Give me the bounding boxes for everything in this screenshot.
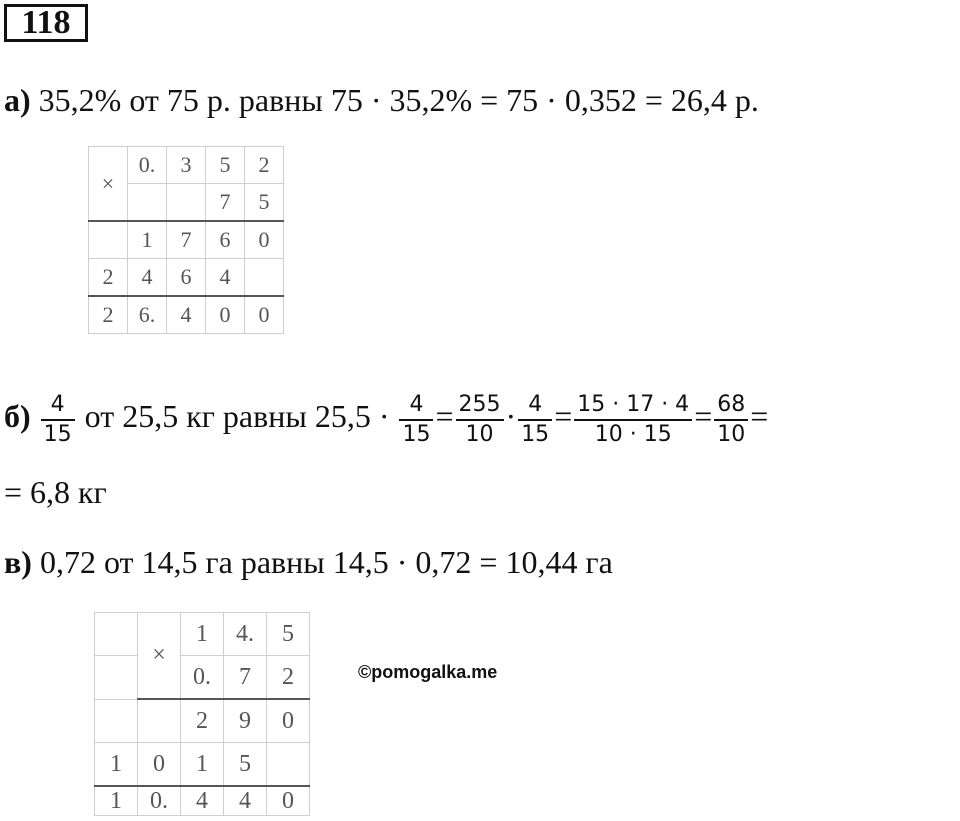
grid-cell: 1 [95, 786, 138, 816]
fraction: $\frac{4}{15}$ [41, 391, 75, 449]
grid-cell: 0. [138, 786, 181, 816]
fraction: $\frac{15 \cdot 17 \cdot 4}{10 \cdot 15}$ [574, 391, 692, 449]
grid-cell: 6. [128, 296, 167, 334]
grid-row [95, 613, 310, 656]
fraction: $\frac{4}{15}$ [399, 391, 433, 449]
part-c-label: в) [4, 544, 32, 580]
grid-cell: 0 [206, 296, 245, 334]
grid-cell: 3 [167, 147, 206, 184]
part-a-text: 35,2% от 75 р. равны 75 · 35,2% = 75 · 0,352 = 26,4 р. [38, 82, 759, 118]
grid-cell: 4 [128, 259, 167, 297]
part-b-result: = 6,8 кг [4, 474, 107, 510]
watermark: ©pomogalka.me [358, 662, 498, 682]
times-sign: × [138, 613, 181, 700]
grid-row [95, 656, 310, 700]
grid-cell [138, 699, 181, 743]
grid-cell: 4 [224, 786, 267, 816]
grid-cell: 1 [181, 613, 224, 656]
grid-cell: 9 [224, 699, 267, 743]
grid-cell: 1 [181, 743, 224, 787]
grid-row [95, 743, 310, 787]
grid-cell [95, 656, 138, 700]
grid-cell [128, 184, 167, 222]
grid-cell: 2 [245, 147, 284, 184]
fraction: $\frac{255}{10}$ [456, 391, 504, 449]
grid-cell: 5 [245, 184, 284, 222]
grid-cell: 4. [224, 613, 267, 656]
times-sign: × [89, 147, 128, 222]
grid-cell: 2 [181, 699, 224, 743]
part-c-line [4, 542, 613, 582]
fraction: $\frac{68}{10}$ [714, 391, 748, 449]
grid-cell: 6 [167, 259, 206, 297]
grid-row [95, 699, 310, 743]
grid-cell: 2 [267, 656, 310, 700]
problem-number: 118 [4, 4, 88, 42]
grid-cell: 0 [138, 743, 181, 787]
grid-cell: 7 [224, 656, 267, 700]
part-b-label: б) [4, 398, 31, 434]
grid-cell: 5 [224, 743, 267, 787]
grid-row [89, 296, 284, 334]
fraction: $\frac{4}{15}$ [518, 391, 552, 449]
grid-cell: 1 [128, 221, 167, 259]
grid-cell [95, 699, 138, 743]
grid-cell: 0 [267, 699, 310, 743]
part-c-text: 0,72 от 14,5 га равны 14,5 · 0,72 = 10,44 га [39, 544, 613, 580]
grid-cell: 4 [167, 296, 206, 334]
grid-cell: 6 [206, 221, 245, 259]
grid-cell: 1 [95, 743, 138, 787]
part-a-label: а) [4, 82, 31, 118]
part-b-text: от 25,5 кг равны 25,5 · [84, 398, 390, 434]
grid-row [89, 147, 284, 184]
grid-cell: 4 [181, 786, 224, 816]
grid-cell: 0 [245, 296, 284, 334]
grid-cell [95, 613, 138, 656]
multiplication-grid-a [88, 146, 284, 334]
grid-cell: 2 [89, 296, 128, 334]
grid-cell: 0. [128, 147, 167, 184]
grid-cell: 7 [206, 184, 245, 222]
multiplication-grid-c [94, 612, 310, 816]
grid-cell: 0 [267, 786, 310, 816]
grid-cell: 0. [181, 656, 224, 700]
part-a-line [4, 80, 759, 120]
grid-cell [89, 221, 128, 259]
grid-cell: 5 [267, 613, 310, 656]
grid-row [89, 221, 284, 259]
grid-cell [245, 259, 284, 297]
grid-cell: 0 [245, 221, 284, 259]
grid-cell: 7 [167, 221, 206, 259]
grid-cell [167, 184, 206, 222]
grid-row [89, 259, 284, 297]
grid-row [95, 786, 310, 816]
grid-cell: 4 [206, 259, 245, 297]
grid-cell: 2 [89, 259, 128, 297]
grid-cell: 5 [206, 147, 245, 184]
grid-cell [267, 743, 310, 787]
part-b-line: б) $\frac{4}{15}$ от 25,5 кг равны 25,5 · $\frac{4}{15}$ = $\frac{255}{10}$ · $\frac{4}{15}$ = $\frac{15 \cdot 17 \cdot 4}{10 \cdot 15}$ = $\frac{68}{10}$ = [4, 391, 769, 447]
